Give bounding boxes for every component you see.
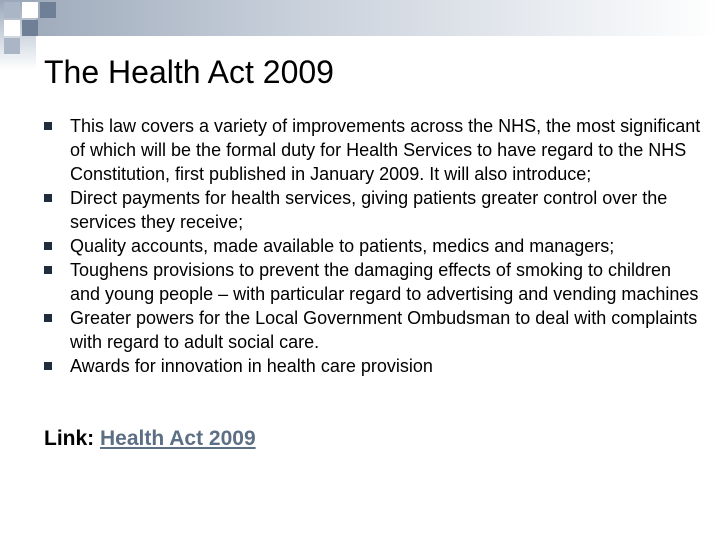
list-item — [42, 306, 702, 354]
list-item — [42, 234, 702, 258]
slide-title: The Health Act 2009 — [44, 54, 334, 90]
bullet-text: This law covers a variety of improvements across the NHS, the most significant of which will be the formal duty for Health Services to have regard to the NHS Constitution, first published in January 2009. It will also introduce; — [70, 116, 701, 184]
square-bullet-icon — [44, 242, 52, 250]
bullet-text: Toughens provisions to prevent the damaging effects of smoking to children and young people – with particular regard to advertising and vending machines — [70, 260, 699, 304]
square-bullet-icon — [44, 194, 52, 202]
bullet-text: Quality accounts, made available to patients, medics and managers; — [70, 236, 615, 256]
square-bullet-icon — [44, 314, 52, 322]
health-act-link[interactable]: Health Act 2009 — [100, 427, 256, 450]
square-bullet-icon — [44, 362, 52, 370]
link-label: Link: — [44, 427, 95, 450]
square-bullet-icon — [44, 122, 52, 130]
bullet-text: Awards for innovation in health care provision — [70, 356, 433, 376]
square-bullet-icon — [44, 266, 52, 274]
list-item — [42, 114, 702, 186]
list-item — [42, 186, 702, 234]
header-decoration-strip — [0, 0, 720, 36]
list-item — [42, 354, 702, 378]
link-line — [44, 425, 256, 453]
bullet-text: Direct payments for health services, giving patients greater control over the services they receive; — [70, 188, 668, 232]
bullet-list — [42, 114, 702, 378]
bullet-text: Greater powers for the Local Government Ombudsman to deal with complaints with regard to adult social care. — [70, 308, 698, 352]
list-item — [42, 258, 702, 306]
